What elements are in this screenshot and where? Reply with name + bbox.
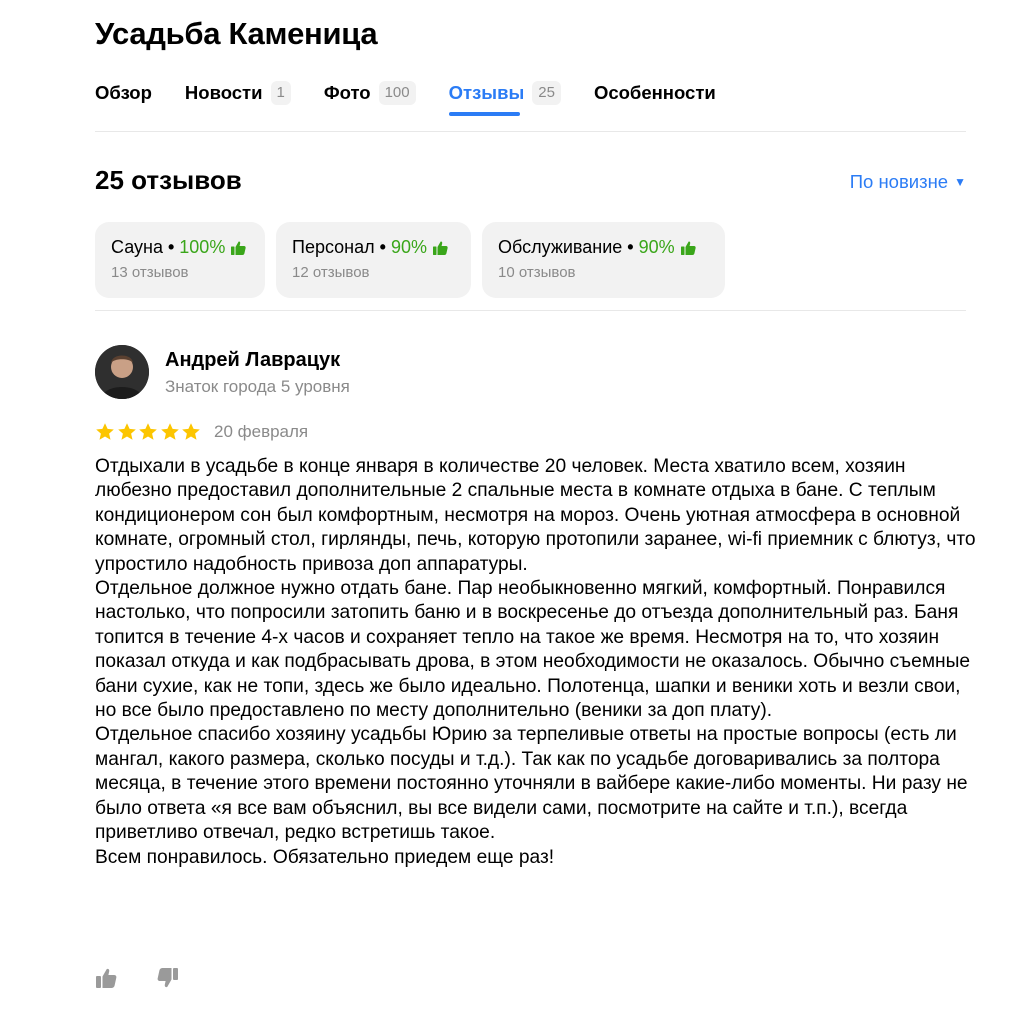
review-paragraph: Отдельное спасибо хозяину усадьбы Юрию за терпеливые ответы на простые вопросы (есть ли мангал, какого размера, сколько посуды и т.д.). Так как по усадьбе договаривались за полтора месяца, в течение этого времени постоянно уточняли в вайбере какие-либо моменты. Ни разу не было ответа «я все вам объяснил, вы все видели сами, посмотрите на сайте и т.п.), всегда приветливо отвечал, редко встретишь такое.: [95, 724, 968, 844]
aspect-percent: 90%: [638, 237, 675, 257]
aspect-chip-staff[interactable]: [276, 222, 471, 298]
tabs-divider: [95, 131, 966, 132]
star-icon: [181, 422, 201, 442]
aspect-chip-service[interactable]: [482, 222, 725, 298]
review-date: 20 февраля: [214, 422, 309, 441]
separator-dot: •: [167, 237, 175, 257]
reviews-count-heading: 25 отзывов: [95, 165, 242, 195]
aspect-percent: 100%: [179, 237, 226, 257]
aspect-percent: 90%: [390, 237, 427, 257]
tab-photos[interactable]: [324, 78, 416, 108]
active-tab-underline: [449, 112, 520, 116]
aspect-name: Обслуживание: [498, 237, 623, 257]
review-paragraph: Отдыхали в усадьбе в конце января в количестве 20 человек. Места хватило всем, хозяин любезно предоставил дополнительные 2 спальные места в комнате отдыха в бане. С теплым кондиционером сон был комфортным, несмотря на мороз. Очень уютная атмосфера в основной комнате, огромный стол, гирлянды, печь, которую протопили заранее, wi-fi приемник с блютуз, что упростило надобность привоза доп аппаратуры.: [95, 456, 976, 575]
aspect-review-count: 13 отзывов: [111, 264, 189, 281]
star-icon: [117, 422, 137, 442]
aspect-chip-sauna[interactable]: [95, 222, 265, 298]
separator-dot: •: [627, 237, 634, 257]
tab-label: Обзор: [95, 82, 152, 103]
aspect-review-count: 10 отзывов: [498, 264, 576, 281]
page-title: Усадьба Каменица: [95, 16, 378, 51]
thumbs-up-icon: [681, 241, 696, 255]
tab-features[interactable]: [594, 78, 716, 108]
chevron-down-icon: ▼: [954, 175, 966, 189]
separator-dot: •: [379, 237, 386, 257]
review-paragraph: Всем понравилось. Обязательно приедем еще раз!: [95, 846, 555, 868]
tab-count-badge: 1: [271, 81, 291, 105]
sort-label: По новизне: [849, 171, 949, 192]
aspect-review-count: 12 отзывов: [292, 264, 370, 281]
tab-label: Отзывы: [448, 82, 525, 103]
star-icon: [138, 422, 158, 442]
tab-news[interactable]: [185, 78, 291, 108]
tab-label: Фото: [323, 82, 371, 103]
review-body: [95, 455, 980, 870]
thumbs-up-icon: [433, 241, 448, 255]
dislike-button[interactable]: [157, 967, 179, 989]
sort-dropdown[interactable]: [850, 171, 966, 193]
star-icon: [95, 422, 115, 442]
review-author-level: Знаток города 5 уровня: [165, 377, 350, 396]
review-reactions: [95, 967, 219, 989]
reviews-divider: [95, 310, 966, 311]
tab-count-badge: 25: [532, 81, 561, 105]
review-author-name[interactable]: Андрей Лаврацук: [165, 349, 341, 371]
tab-label: Новости: [184, 82, 263, 103]
star-icon: [160, 422, 180, 442]
review-paragraph: Отдельное должное нужно отдать бане. Пар необыкновенно мягкий, комфортный. Понравился настолько, что попросили затопить баню и в воскресенье до отъезда дополнительный раз. Баня топится в течение 4-х часов и сохраняет тепло на такое же время. Несмотря на то, что хозяин показал откуда и как подбрасывать дрова, в этом необходимости не оказалось. Обычно съемные бани сухие, как не топи, здесь же было идеально. Полотенца, шапки и веники хоть и везли свои, но все было предоставлено по месту дополнительно (веники за доп плату).: [95, 578, 971, 722]
tab-bar: [95, 78, 749, 120]
tab-label: Особенности: [593, 82, 716, 103]
aspect-name: Персонал: [292, 237, 375, 257]
tab-count-badge: 100: [379, 81, 416, 105]
aspect-filters: [95, 222, 736, 298]
tab-reviews[interactable]: [449, 78, 561, 108]
review-rating: [95, 422, 203, 442]
aspect-name: Сауна: [111, 237, 163, 257]
avatar[interactable]: [95, 345, 149, 399]
tab-overview[interactable]: [95, 78, 152, 108]
like-button[interactable]: [95, 967, 117, 989]
thumbs-up-icon: [231, 241, 246, 255]
